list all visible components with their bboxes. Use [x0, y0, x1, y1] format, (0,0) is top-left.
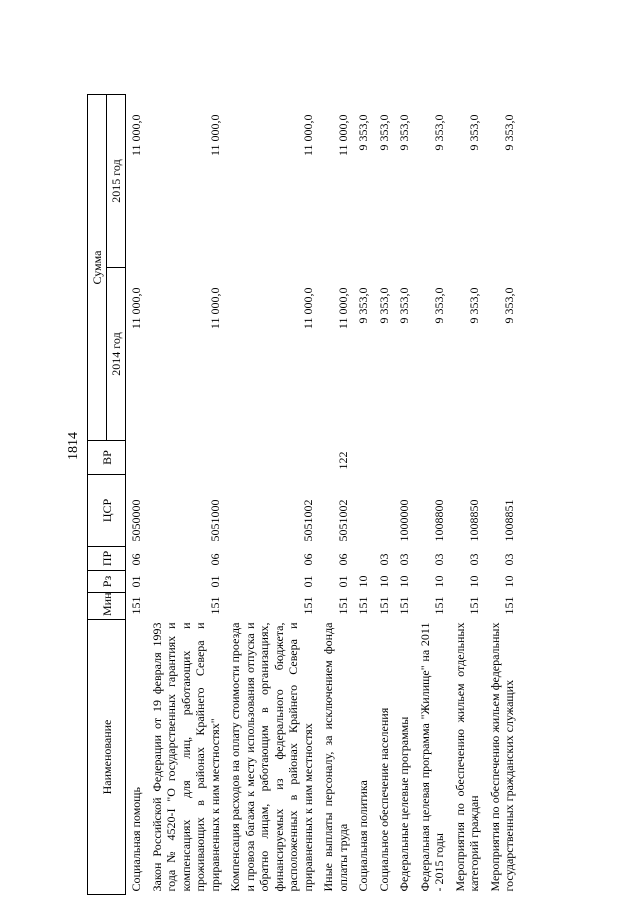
header-vr: ВР — [88, 441, 126, 475]
cell-vr: 122 — [335, 451, 350, 470]
cell-rz: 10 — [397, 575, 411, 588]
header-name: Наименование — [88, 620, 126, 895]
table-row — [147, 94, 226, 894]
cell-2014: 11 000,0 — [335, 287, 350, 330]
cell-min: 151 — [300, 596, 315, 615]
table-row — [126, 94, 147, 894]
cell-csr — [374, 475, 395, 547]
header-2015: 2015 год — [107, 94, 126, 267]
cell-2015: 9 353,0 — [432, 114, 446, 151]
cell-min: 151 — [467, 596, 481, 615]
cell-pr: 03 — [502, 553, 516, 566]
cell-2014: 11 000,0 — [300, 287, 315, 330]
header-row — [88, 94, 107, 894]
cell-vr — [353, 441, 374, 475]
cell-pr: 06 — [207, 553, 222, 566]
table-row — [353, 94, 374, 894]
cell-pr: 03 — [467, 553, 481, 566]
cell-vr — [485, 441, 520, 475]
cell-csr: 5050000 — [129, 499, 143, 542]
table-row — [225, 94, 318, 894]
cell-vr — [374, 441, 395, 475]
cell-csr: 1000000 — [397, 499, 411, 542]
cell-vr — [147, 441, 226, 475]
cell-min: 151 — [397, 596, 411, 615]
cell-2014: 9 353,0 — [502, 287, 516, 324]
cell-2014: 11 000,0 — [129, 287, 143, 330]
page-number: 1814 — [66, 432, 81, 460]
cell-min: 151 — [129, 596, 143, 615]
cell-rz: 10 — [467, 575, 481, 588]
cell-min: 151 — [376, 596, 391, 615]
cell-rz: 01 — [300, 575, 315, 588]
cell-csr: 5051002 — [300, 499, 315, 542]
cell-csr: 5051000 — [207, 499, 222, 542]
cell-2015: 9 353,0 — [376, 114, 391, 151]
cell-name: Закон Российской Федерации от 19 февраля 1993 года № 4520-I "О государственных гарантиях и компенсациях для лиц, работающих и проживающих в районах Крайнего Севера и приравненных к ним местностях" — [149, 622, 222, 892]
cell-name: Социальное обеспечение населения — [376, 707, 391, 892]
cell-rz: 01 — [335, 575, 350, 588]
header-min: Мин — [88, 593, 126, 620]
table-row — [450, 94, 485, 894]
cell-min: 151 — [207, 596, 222, 615]
header-2014: 2014 год — [107, 268, 126, 441]
cell-csr: 1008850 — [467, 499, 481, 542]
cell-2014: 9 353,0 — [376, 287, 391, 324]
budget-table — [87, 94, 520, 895]
cell-rz: 01 — [207, 575, 222, 588]
cell-2014: 9 353,0 — [467, 287, 481, 324]
cell-name: Федеральная целевая программа "Жилище" на 2011 - 2015 годы — [417, 622, 446, 892]
cell-2014: 11 000,0 — [207, 287, 222, 330]
cell-2015: 9 353,0 — [467, 114, 481, 151]
cell-min: 151 — [356, 596, 370, 615]
cell-name: Иные выплаты персоналу, за исключением фонда оплаты труда — [321, 622, 350, 892]
cell-rz: 10 — [376, 575, 391, 588]
cell-2015: 11 000,0 — [207, 114, 222, 157]
cell-name: Федеральные целевые программы — [397, 716, 411, 892]
cell-pr: 03 — [397, 553, 411, 566]
cell-2014: 9 353,0 — [432, 287, 446, 324]
cell-pr: 03 — [376, 553, 391, 566]
cell-min: 151 — [432, 596, 446, 615]
cell-csr — [353, 475, 374, 547]
table-row — [415, 94, 450, 894]
table-row — [485, 94, 520, 894]
cell-name: Социальная помощь — [129, 786, 143, 892]
cell-csr: 1008800 — [432, 499, 446, 542]
cell-vr — [225, 441, 318, 475]
cell-rz: 10 — [356, 575, 370, 588]
cell-vr — [450, 441, 485, 475]
header-rz: Рз — [88, 571, 126, 593]
cell-2015: 9 353,0 — [397, 114, 411, 151]
table-body — [126, 94, 520, 894]
cell-2015: 9 353,0 — [356, 114, 370, 151]
cell-name: Социальная политика — [356, 780, 370, 892]
cell-2015: 11 000,0 — [335, 114, 350, 157]
header-pr: ПР — [88, 547, 126, 571]
cell-csr: 5051002 — [335, 499, 350, 542]
cell-2014: 9 353,0 — [356, 287, 370, 324]
cell-name: Мероприятия по обеспечению жильем федеральных государственных гражданских служащих — [487, 622, 516, 892]
cell-rz: 10 — [502, 575, 516, 588]
cell-csr: 1008851 — [502, 499, 516, 542]
cell-name: Компенсация расходов на оплату стоимости проезда и провоза багажа к месту использования отпуска и обратно лицам, работающим в организациях, финансируемых из федерального бюджета, расположенных в районах Крайнего Севера и приравненных к ним местностях — [228, 622, 315, 892]
cell-pr: 06 — [300, 553, 315, 566]
cell-2015: 11 000,0 — [300, 114, 315, 157]
cell-pr: 03 — [432, 553, 446, 566]
cell-pr — [353, 547, 374, 571]
table-row — [318, 94, 353, 894]
budget-table-container — [87, 95, 520, 895]
cell-2015: 11 000,0 — [129, 114, 143, 157]
cell-min: 151 — [335, 596, 350, 615]
table-row — [394, 94, 415, 894]
cell-name: Мероприятия по обеспечению жильем отдельных категорий граждан — [452, 622, 481, 892]
cell-pr: 06 — [335, 553, 350, 566]
cell-rz: 10 — [432, 575, 446, 588]
header-sum: Сумма — [88, 94, 107, 440]
cell-2014: 9 353,0 — [397, 287, 411, 324]
cell-vr — [394, 441, 415, 475]
cell-pr: 06 — [129, 553, 143, 566]
header-csr: ЦСР — [88, 475, 126, 547]
table-row — [374, 94, 395, 894]
cell-vr — [126, 441, 147, 475]
cell-vr — [415, 441, 450, 475]
cell-2015: 9 353,0 — [502, 114, 516, 151]
cell-rz: 01 — [129, 575, 143, 588]
cell-min: 151 — [502, 596, 516, 615]
